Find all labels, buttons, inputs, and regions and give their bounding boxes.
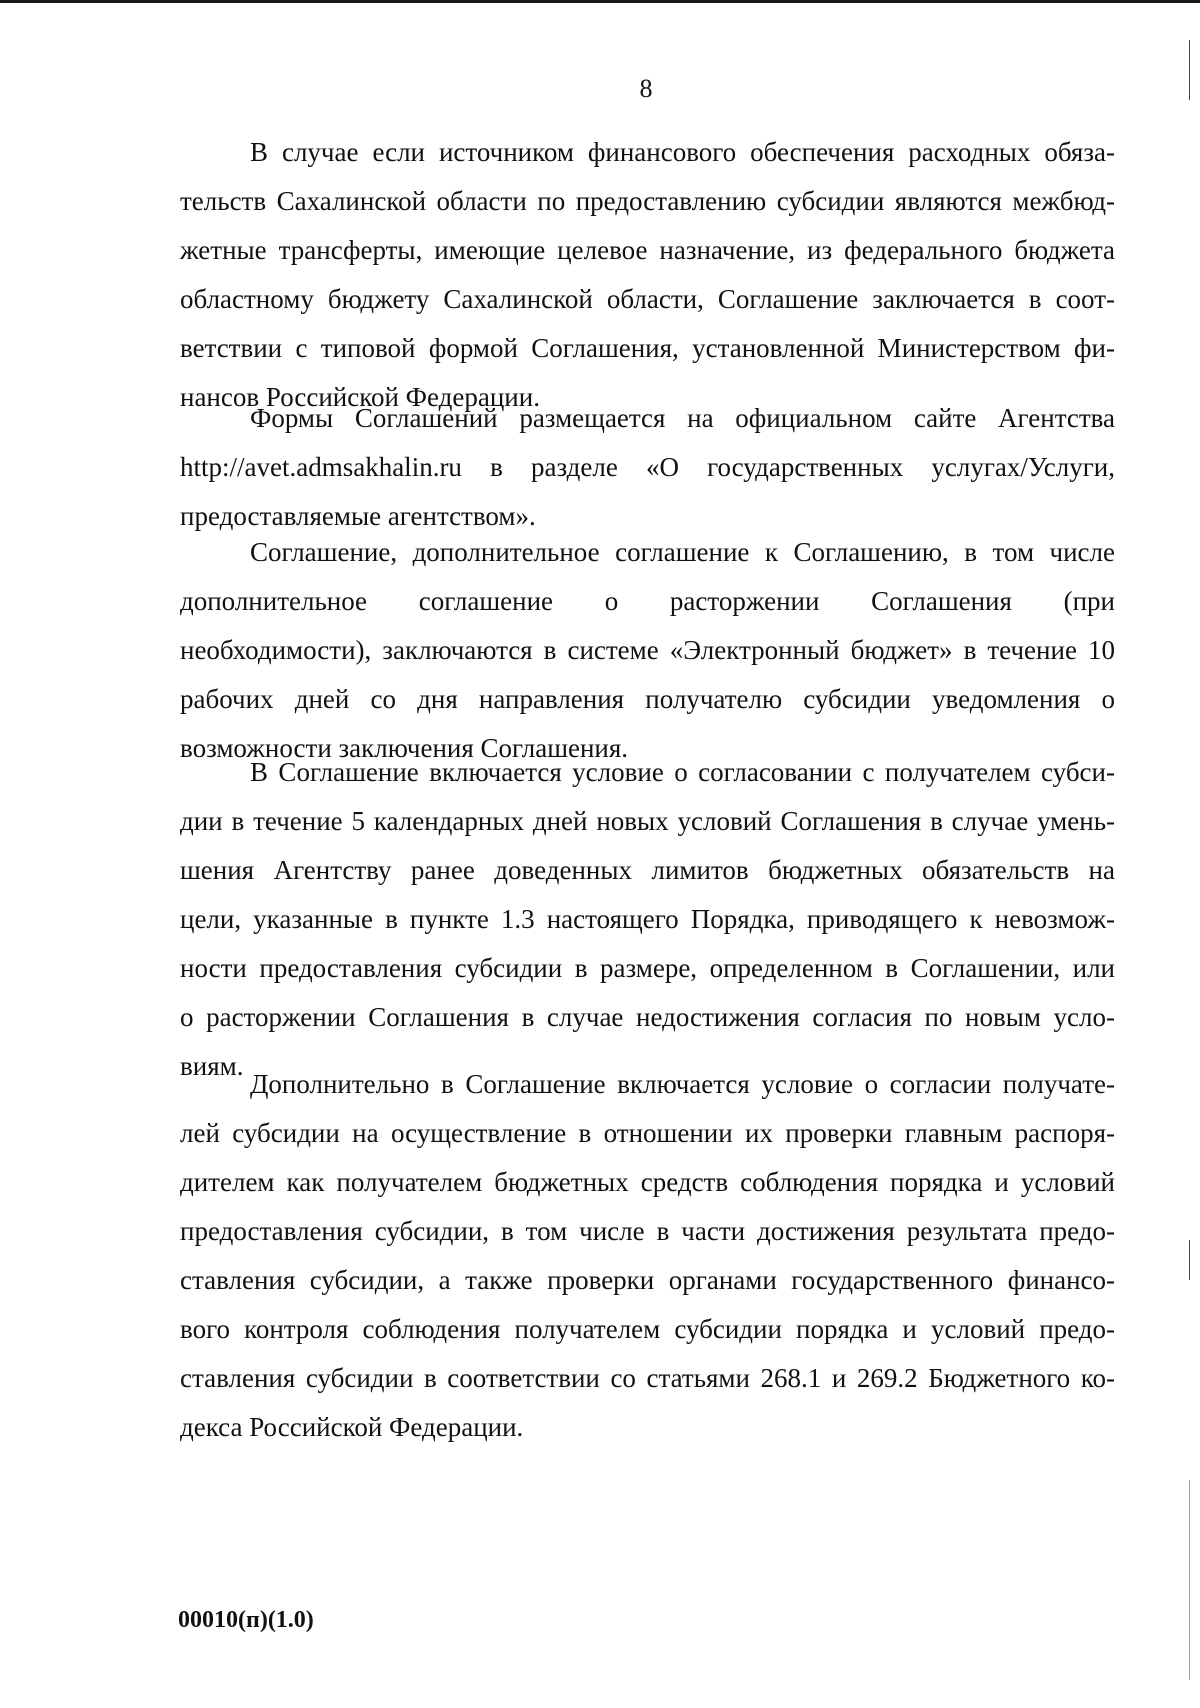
paragraph-line: предоставляемые агентством». xyxy=(180,501,536,531)
paragraph-line: Дополнительно в Соглашение включается условие о согласии получате- xyxy=(250,1069,1115,1099)
paragraph-line: Соглашение, дополнительное соглашение к Соглашению, в том числе xyxy=(250,537,1115,567)
paragraph-line: http://avet.admsakhalin.ru в разделе «О государственных услугах/Услуги, xyxy=(180,452,1115,482)
paragraph-line: дителем как получателем бюджетных средств соблюдения порядка и условий xyxy=(180,1167,1115,1197)
paragraph-line: областному бюджету Сахалинской области, Соглашение заключается в соот- xyxy=(180,284,1115,314)
paragraph-1 xyxy=(180,128,1115,422)
paragraph-line: ставления субсидии, а также проверки органами государственного финансо- xyxy=(180,1265,1115,1295)
paragraph-line: ставления субсидии в соответствии со статьями 268.1 и 269.2 Бюджетного ко- xyxy=(180,1363,1115,1393)
scan-top-edge xyxy=(0,0,1200,3)
paragraph-line: В Соглашение включается условие о согласовании с получателем субси- xyxy=(250,757,1115,787)
document-form-code: 00010(п)(1.0) xyxy=(178,1607,314,1633)
paragraph-line: необходимости), заключаются в системе «Электронный бюджет» в течение 10 xyxy=(180,635,1115,665)
paragraph-line: жетные трансферты, имеющие целевое назначение, из федерального бюджета xyxy=(180,235,1115,265)
page-number: 8 xyxy=(639,74,653,103)
paragraph-line: Формы Соглашений размещается на официальном сайте Агентства xyxy=(250,403,1115,433)
paragraph-5 xyxy=(180,1060,1115,1452)
paragraph-line: лей субсидии на осуществление в отношении их проверки главным распоря- xyxy=(180,1118,1115,1148)
paragraph-line: возможности заключения Соглашения. xyxy=(180,733,629,763)
paragraph-4 xyxy=(180,748,1115,1091)
paragraph-line: нансов Российской Федерации. xyxy=(180,382,540,412)
paragraph-line: тельств Сахалинской области по предоставлению субсидии являются межбюд- xyxy=(180,186,1115,216)
paragraph-line: шения Агентству ранее доведенных лимитов бюджетных обязательств на xyxy=(180,855,1115,885)
paragraph-line: о расторжении Соглашения в случае недостижения согласия по новым усло- xyxy=(180,1002,1115,1032)
paragraph-line: ветствии с типовой формой Соглашения, установленной Министерством фи- xyxy=(180,333,1115,363)
paragraph-line: виям. xyxy=(180,1051,244,1081)
scan-edge-mark xyxy=(1189,1480,1190,1680)
paragraph-line: предоставления субсидии, в том числе в части достижения результата предо- xyxy=(180,1216,1115,1246)
paragraph-line: декса Российской Федерации. xyxy=(180,1412,524,1442)
paragraph-line: рабочих дней со дня направления получателю субсидии уведомления о xyxy=(180,684,1115,714)
paragraph-3 xyxy=(180,528,1115,773)
paragraph-line: вого контроля соблюдения получателем субсидии порядка и условий предо- xyxy=(180,1314,1115,1344)
paragraph-line: дополнительное соглашение о расторжении Соглашения (при xyxy=(180,586,1115,616)
paragraph-2 xyxy=(180,394,1115,541)
paragraph-line: ности предоставления субсидии в размере, определенном в Соглашении, или xyxy=(180,953,1115,983)
scan-edge-mark xyxy=(1189,1240,1190,1280)
scan-edge-mark xyxy=(1189,40,1190,100)
paragraph-line: В случае если источником финансового обеспечения расходных обяза- xyxy=(250,137,1115,167)
paragraph-line: цели, указанные в пункте 1.3 настоящего Порядка, приводящего к невозмож- xyxy=(180,904,1115,934)
paragraph-line: дии в течение 5 календарных дней новых условий Соглашения в случае умень- xyxy=(180,806,1115,836)
